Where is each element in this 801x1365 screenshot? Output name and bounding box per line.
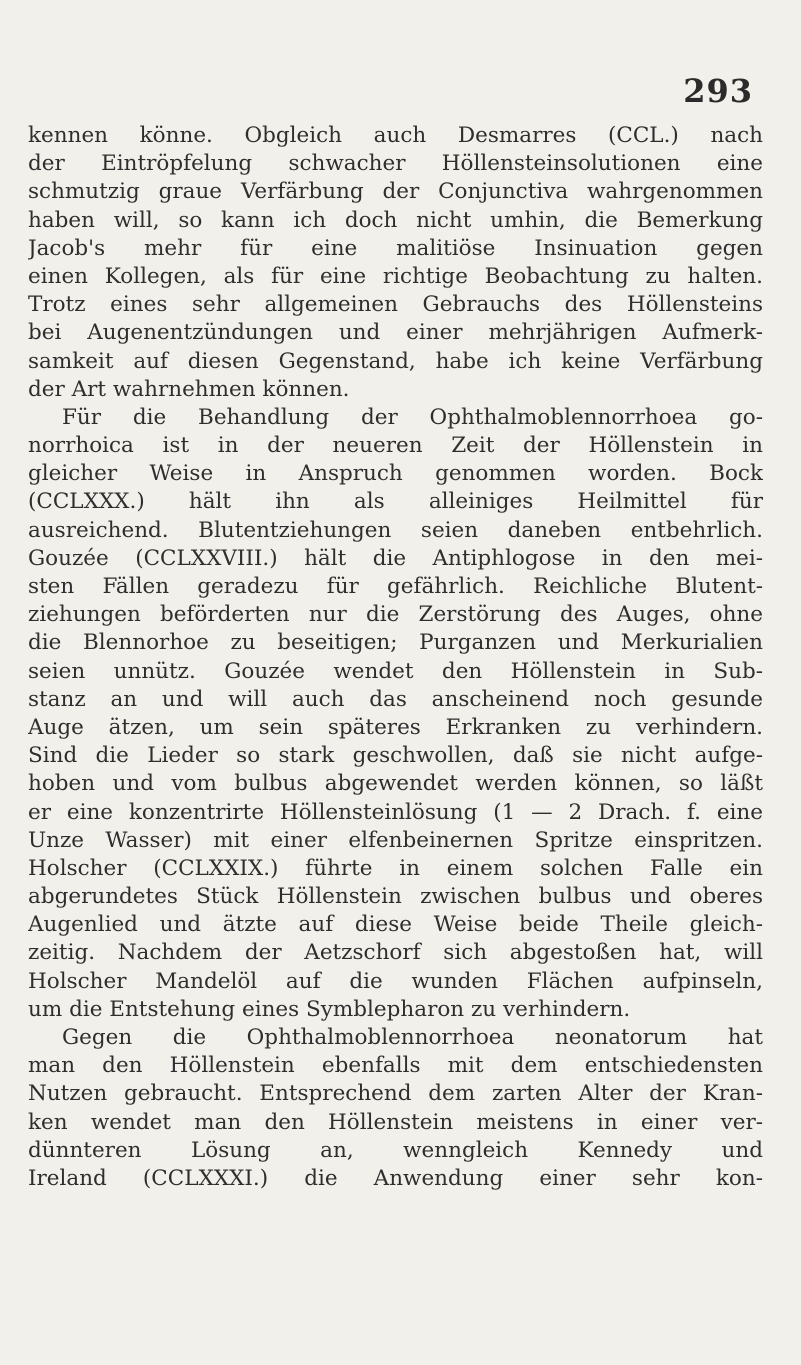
page-number: 293 bbox=[683, 72, 753, 110]
text-line: bei Augenentzündungen und einer mehrjährigen Aufmerk- bbox=[28, 320, 763, 346]
text-line: zeitig. Nachdem der Aetzschorf sich abgestoßen hat, will bbox=[28, 940, 763, 966]
text-line: dünnteren Lösung an, wenngleich Kennedy und bbox=[28, 1137, 763, 1163]
text-line: gleicher Weise in Anspruch genommen worden. Bock bbox=[28, 461, 763, 487]
text-line: norrhoica ist in der neueren Zeit der Höllenstein in bbox=[28, 433, 763, 459]
text-line: hoben und vom bulbus abgewendet werden können, so läßt bbox=[28, 771, 763, 797]
text-line: die Blennorhoe zu beseitigen; Purganzen und Merkurialien bbox=[28, 630, 763, 656]
text-line: der Eintröpfelung schwacher Höllensteinsolutionen eine bbox=[28, 151, 763, 177]
text-line: kennen könne. Obgleich auch Desmarres (CCL.) nach bbox=[28, 123, 763, 148]
text-line: Trotz eines sehr allgemeinen Gebrauchs des Höllensteins bbox=[28, 292, 763, 318]
text-line: samkeit auf diesen Gegenstand, habe ich keine Verfärbung bbox=[28, 348, 763, 374]
paragraph-start-line: Für die Behandlung der Ophthalmoblennorrhoea go- bbox=[62, 404, 763, 430]
text-line: Sind die Lieder so stark geschwollen, daß sie nicht aufge- bbox=[28, 743, 763, 769]
body-text bbox=[28, 122, 763, 1193]
text-line: Gouzée (CCLXXVIII.) hält die Antiphlogose in den mei- bbox=[28, 545, 763, 571]
text-line: stanz an und will auch das anscheinend noch gesunde bbox=[28, 686, 763, 712]
text-line: Ireland (CCLXXXI.) die Anwendung einer sehr kon- bbox=[28, 1165, 763, 1191]
text-line: er eine konzentrirte Höllensteinlösung (1 — 2 Drach. f. eine bbox=[28, 799, 763, 825]
text-line: ausreichend. Blutentziehungen seien daneben entbehrlich. bbox=[28, 517, 763, 543]
text-line: Nutzen gebraucht. Entsprechend dem zarten Alter der Kran- bbox=[28, 1081, 763, 1107]
paragraph-end-line: der Art wahrnehmen können. bbox=[28, 376, 350, 402]
text-line: seien unnütz. Gouzée wendet den Höllenstein in Sub- bbox=[28, 658, 763, 684]
text-line: Augenlied und ätzte auf diese Weise beide Theile gleich- bbox=[28, 912, 763, 938]
text-line: ziehungen beförderten nur die Zerstörung des Auges, ohne bbox=[28, 602, 763, 628]
text-line: abgerundetes Stück Höllenstein zwischen bulbus und oberes bbox=[28, 884, 763, 910]
text-line: schmutzig graue Verfärbung der Conjunctiva wahrgenommen bbox=[28, 179, 763, 205]
paragraph-end-line: um die Entstehung eines Symblepharon zu verhindern. bbox=[28, 996, 631, 1022]
text-line: ken wendet man den Höllenstein meistens in einer ver- bbox=[28, 1109, 763, 1135]
text-line: Jacob's mehr für eine malitiöse Insinuation gegen bbox=[28, 235, 763, 261]
text-line: haben will, so kann ich doch nicht umhin, die Bemerkung bbox=[28, 207, 763, 233]
text-line: Auge ätzen, um sein späteres Erkranken zu verhindern. bbox=[28, 714, 763, 740]
text-line: einen Kollegen, als für eine richtige Beobachtung zu halten. bbox=[28, 263, 763, 289]
text-line: Holscher Mandelöl auf die wunden Flächen aufpinseln, bbox=[28, 968, 763, 994]
text-line: Unze Wasser) mit einer elfenbeinernen Spritze einspritzen. bbox=[28, 827, 763, 853]
text-line: Holscher (CCLXXIX.) führte in einem solchen Falle ein bbox=[28, 855, 763, 881]
text-line: man den Höllenstein ebenfalls mit dem entschiedensten bbox=[28, 1053, 763, 1079]
paragraph-start-line: Gegen die Ophthalmoblennorrhoea neonatorum hat bbox=[62, 1025, 763, 1050]
text-line: sten Fällen geradezu für gefährlich. Reichliche Blutent- bbox=[28, 574, 763, 599]
text-line: (CCLXXX.) hält ihn als alleiniges Heilmittel für bbox=[28, 489, 763, 515]
